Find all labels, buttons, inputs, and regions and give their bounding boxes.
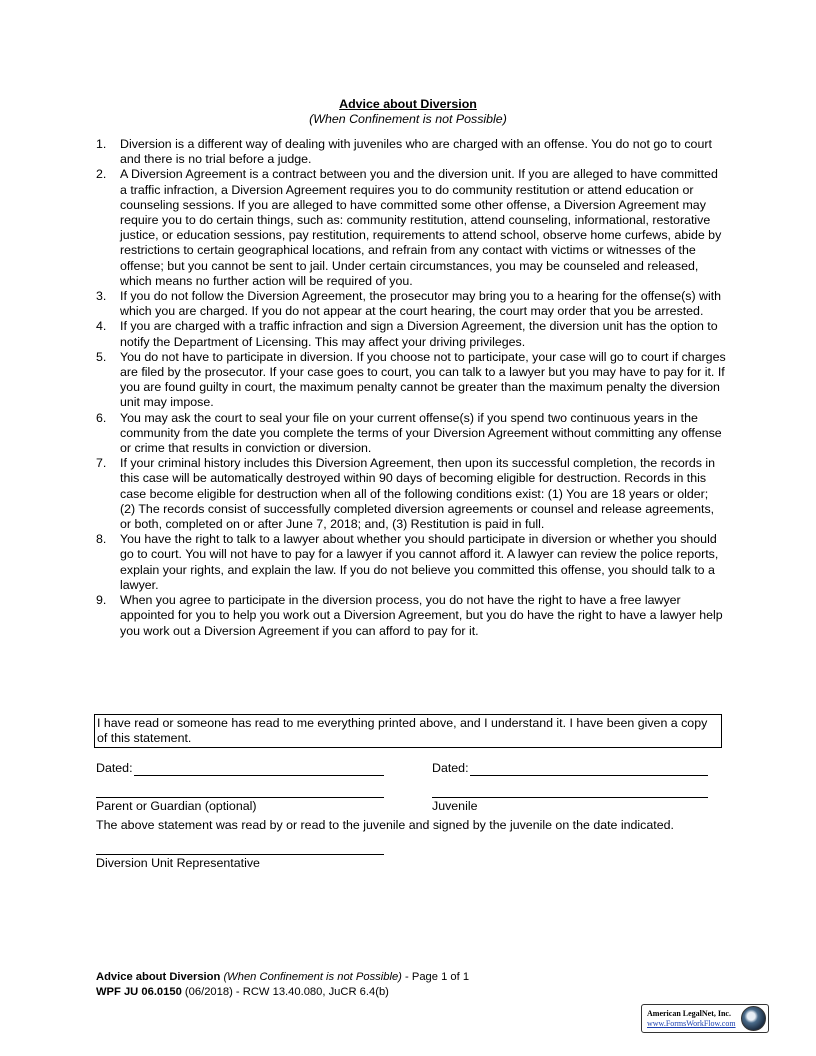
list-item xyxy=(96,289,726,319)
item-text: When you agree to participate in the diversion process, you do not have the right to have a free lawyer appointed for you to help you work out a Diversion Agreement, but you do have the right to have a lawyer help you work out a Diversion Agreement if you can afford to pay for it. xyxy=(120,593,723,638)
item-number: 8. xyxy=(96,532,107,547)
globe-icon xyxy=(741,1006,766,1031)
read-statement: The above statement was read by or read to the juvenile and signed by the juvenile on the date indicated. xyxy=(96,818,674,832)
parent-label: Parent or Guardian (optional) xyxy=(96,799,257,813)
footer-form-title: Advice about Diversion xyxy=(96,971,221,983)
list-item xyxy=(96,137,726,167)
item-number: 1. xyxy=(96,137,107,151)
item-text: You do not have to participate in diversion. If you choose not to participate, your case will go to court if charges are filed by the prosecutor. If your case goes to court, you can talk to a lawyer but you may have to pay for it. If you are found guilty in court, the maximum penalty cannot be greater than the maximum penalty the diversion unit may impose. xyxy=(120,349,726,410)
item-text: You have the right to talk to a lawyer about whether you should participate in diversion or whether you should go to court. You will not have to pay for a lawyer if you cannot afford it. A lawyer can review the police reports, explain your rights, and explain the law. If you do not believe you committed this offense, you should talk to a lawyer. xyxy=(120,532,719,592)
item-text: If your criminal history includes this Diversion Agreement, then upon its successful completion, the records in this case will be automatically destroyed within 90 days of becoming eligible for destruction. Records in this case become eligible for destruction when all of the following conditions exist: (1) You are 18 years or older; (2) The records consist of successfully completed diversion agreements or counsel and release agreements, or both, completed on or after June 7, 2018; and, (3) Restitution is paid in full. xyxy=(120,456,716,532)
logo-url-link[interactable]: www.FormsWorkFlow.com xyxy=(647,1019,736,1028)
footer-form-id: WPF JU 06.0150 xyxy=(96,986,182,998)
item-number: 9. xyxy=(96,593,107,608)
dated-line-right[interactable] xyxy=(470,775,708,776)
advice-list xyxy=(96,137,726,639)
list-item xyxy=(96,319,726,349)
item-number: 7. xyxy=(96,456,107,471)
juvenile-signature-line[interactable] xyxy=(432,797,708,798)
item-text: A Diversion Agreement is a contract between you and the diversion unit. If you are alleged to have committed a traffic infraction, a Diversion Agreement requires you to do community restitution or attend education or counseling sessions. If you are alleged to have committed some other offense, a Diversion Agreement may require you to do certain things, such as: community restitution, attend counseling, informational, restorative justice, or education sessions, pay restitution, requirements to attend school, observe home curfews, abide by restrictions to certain geographical locations, and refrain from any contact with victims or witnesses of the offense; but you cannot be sent to jail. Under certain circumstances, you may be counseled and released, which means no further action will be required of you. xyxy=(120,167,722,288)
list-item xyxy=(96,411,726,457)
item-text: Diversion is a different way of dealing with juveniles who are charged with an offense. You do not go to court and there is no trial before a judge. xyxy=(120,137,712,167)
list-item xyxy=(96,593,726,639)
footer-form-subtitle: (When Confinement is not Possible) xyxy=(223,971,402,983)
list-item xyxy=(96,456,726,532)
list-item xyxy=(96,350,726,411)
footer-line-1 xyxy=(96,970,469,984)
dated-line-left[interactable] xyxy=(134,775,384,776)
dated-label-left: Dated: xyxy=(96,761,133,775)
footer-form-rest: (06/2018) - RCW 13.40.080, JuCR 6.4(b) xyxy=(181,986,389,998)
document-subtitle: (When Confinement is not Possible) xyxy=(309,112,507,126)
acknowledgment-box: I have read or someone has read to me everything printed above, and I understand it. I have been given a copy of this statement. xyxy=(94,714,722,748)
publisher-logo[interactable] xyxy=(641,1004,769,1033)
document-title: Advice about Diversion xyxy=(339,97,477,111)
juvenile-label: Juvenile xyxy=(432,799,478,813)
representative-signature-line[interactable] xyxy=(96,854,384,855)
item-text: You may ask the court to seal your file on your current offense(s) if you spend two continuous years in the community from the date you complete the terms of your Diversion Agreement without committing any offense or crime that results in conviction or diversion. xyxy=(120,410,722,456)
list-item xyxy=(96,167,726,289)
item-number: 3. xyxy=(96,289,107,304)
logo-company-name: American LegalNet, Inc. xyxy=(647,1009,731,1018)
list-item xyxy=(96,532,726,593)
dated-label-right: Dated: xyxy=(432,761,469,775)
item-number: 2. xyxy=(96,167,107,182)
item-number: 4. xyxy=(96,319,107,334)
item-text: If you are charged with a traffic infraction and sign a Diversion Agreement, the diversion unit has the option to notify the Department of Licensing. This may affect your driving privileges. xyxy=(120,319,718,349)
representative-label: Diversion Unit Representative xyxy=(96,856,260,870)
item-number: 5. xyxy=(96,349,107,364)
item-number: 6. xyxy=(96,410,107,425)
parent-signature-line[interactable] xyxy=(96,797,384,798)
item-text: If you do not follow the Diversion Agreement, the prosecutor may bring you to a hearing for the offense(s) with which you are charged. If you do not appear at the court hearing, the court may order that you be arrested. xyxy=(120,289,722,319)
footer-page: - Page 1 of 1 xyxy=(401,971,470,983)
footer-line-2 xyxy=(96,985,389,999)
